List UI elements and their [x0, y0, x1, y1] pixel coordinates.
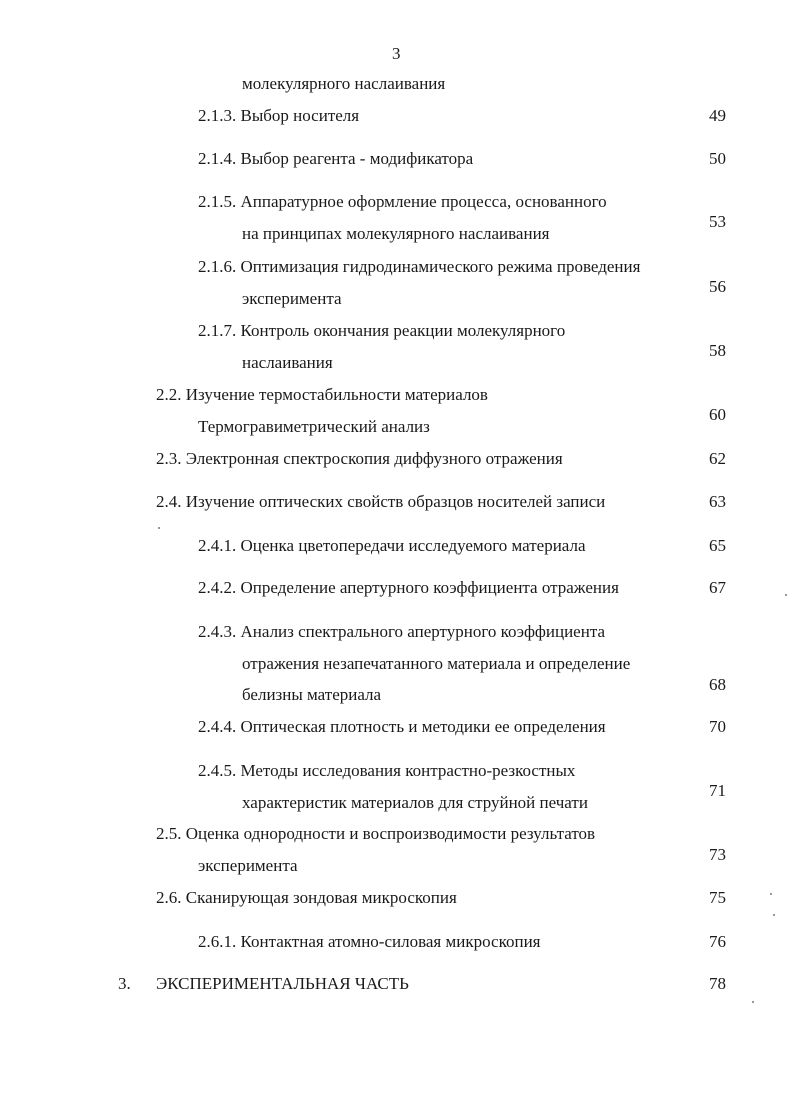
- scan-speck: [785, 594, 787, 596]
- toc-entry-page: 53: [709, 212, 726, 231]
- toc-entry-line: наслаивания: [242, 353, 333, 372]
- toc-entry-page: 71: [709, 781, 726, 800]
- toc-entry-page: 60: [709, 405, 726, 424]
- toc-entry-line: эксперимента: [198, 856, 298, 875]
- toc-entry-line: 2.6. Сканирующая зондовая микроскопия: [156, 888, 457, 907]
- toc-entry-page: 63: [709, 492, 726, 511]
- toc-entry-page: 67: [709, 578, 726, 597]
- toc-entry-page: 68: [709, 675, 726, 694]
- toc-entry-line: белизны материала: [242, 685, 382, 704]
- toc-entry-line: 2.1.3. Выбор носителя: [198, 106, 360, 125]
- toc-entry-line: эксперимента: [242, 289, 342, 308]
- toc-entry-line: 2.1.5. Аппаратурное оформление процесса, основанного: [198, 192, 607, 211]
- toc-entry-page: 76: [709, 932, 726, 951]
- toc-entry-line: 2.6.1. Контактная атомно-силовая микроскопия: [198, 932, 541, 951]
- toc-entry-page: 70: [709, 717, 726, 736]
- scan-speck: [752, 1001, 754, 1003]
- toc-entry-page: 49: [709, 106, 726, 125]
- toc-entry-line: 2.2. Изучение термостабильности материалов: [156, 385, 488, 404]
- toc-entry-line: 2.5. Оценка однородности и воспроизводимости результатов: [156, 824, 596, 843]
- toc-entry-line: молекулярного наслаивания: [242, 74, 446, 93]
- toc-entry-page: 58: [709, 341, 726, 360]
- chapter-number: 3.: [118, 974, 131, 993]
- chapter-title: ЭКСПЕРИМЕНТАЛЬНАЯ ЧАСТЬ: [156, 974, 409, 993]
- toc-entry-line: 2.4.1. Оценка цветопередачи исследуемого материала: [198, 536, 586, 555]
- toc-entry-line: 2.4.2. Определение апертурного коэффициента отражения: [198, 578, 619, 597]
- toc-entry-page: 78: [709, 974, 726, 993]
- toc-entry-line: 2.4.5. Методы исследования контрастно-резкостных: [198, 761, 576, 780]
- toc-entry-line: 2.1.6. Оптимизация гидродинамического режима проведения: [198, 257, 641, 276]
- toc-entry-line: характеристик материалов для струйной печати: [242, 793, 588, 812]
- page-number: 3: [392, 44, 401, 63]
- toc-entry-line: Термогравиметрический анализ: [198, 417, 430, 436]
- scan-speck: [158, 527, 160, 529]
- toc-entry-line: отражения незапечатанного материала и определение: [242, 654, 631, 673]
- toc-entry-page: 65: [709, 536, 726, 555]
- toc-entry-line: 2.3. Электронная спектроскопия диффузного отражения: [156, 449, 563, 468]
- toc-entry-page: 50: [709, 149, 726, 168]
- toc-entry-line: 2.4.3. Анализ спектрального апертурного коэффициента: [198, 622, 605, 641]
- toc-entry-line: 2.4. Изучение оптических свойств образцов носителей записи: [156, 492, 606, 511]
- toc-entry-page: 62: [709, 449, 726, 468]
- toc-entry-page: 75: [709, 888, 726, 907]
- toc-entry-page: 56: [709, 277, 726, 296]
- toc-entry-line: 2.1.7. Контроль окончания реакции молекулярного: [198, 321, 566, 340]
- toc-entry-page: 73: [709, 845, 726, 864]
- toc-entry-line: 2.4.4. Оптическая плотность и методики ее определения: [198, 717, 606, 736]
- toc-entry-line: 2.1.4. Выбор реагента - модификатора: [198, 149, 474, 168]
- scan-speck: [773, 914, 775, 916]
- toc-entry-line: на принципах молекулярного наслаивания: [242, 224, 550, 243]
- scan-speck: [770, 893, 772, 895]
